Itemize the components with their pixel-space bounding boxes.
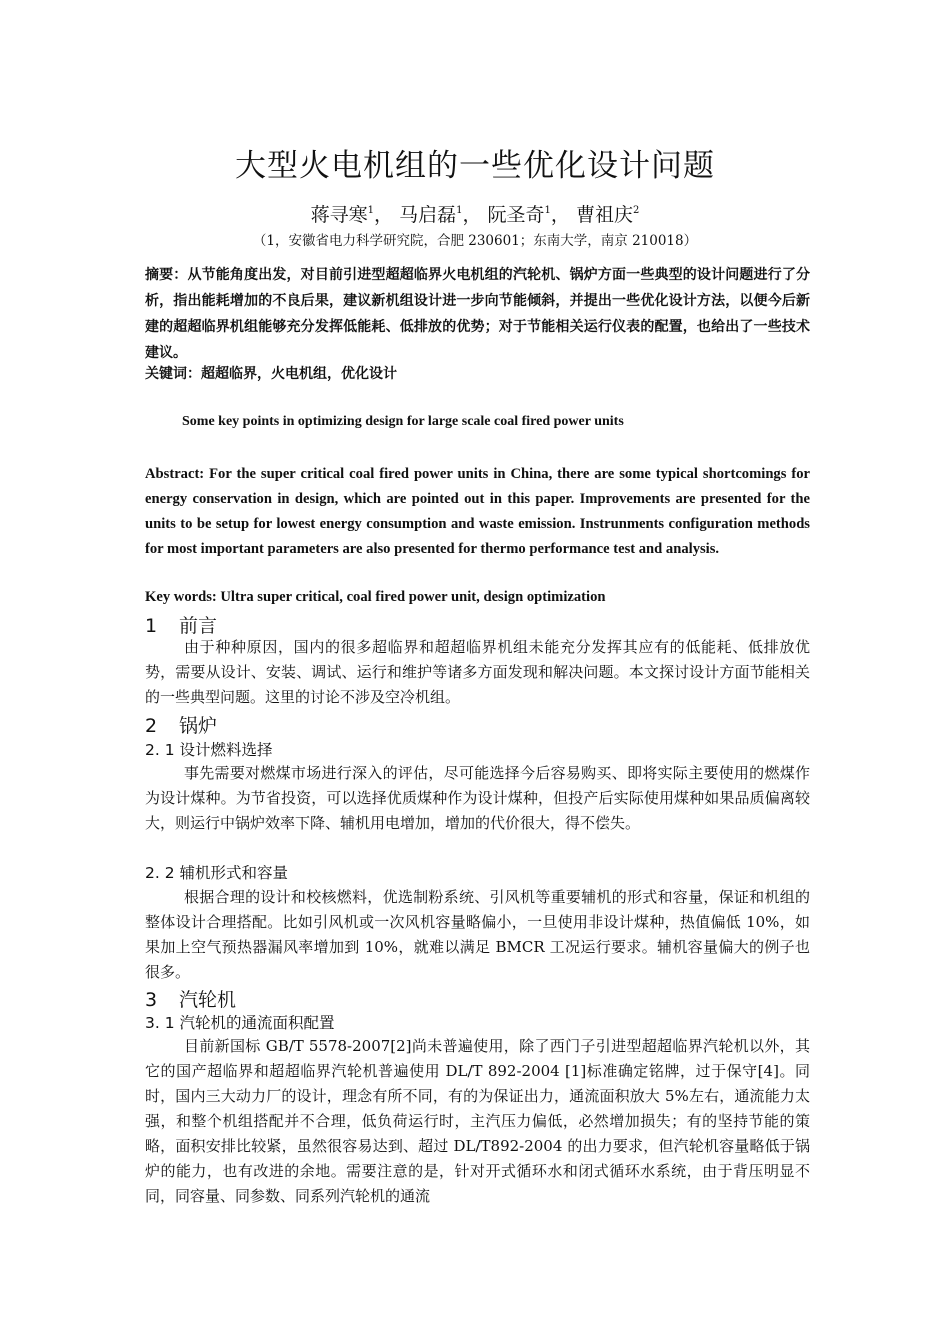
affiliation-mark: 2 — [633, 205, 640, 216]
english-title: Some key points in optimizing design for large scale coal fired power units — [182, 414, 624, 429]
section-title: 锅炉 — [179, 715, 218, 737]
subsection-heading-3-1: 3. 1 汽轮机的通流面积配置 — [145, 1014, 335, 1032]
affiliation-mark: 1 — [367, 205, 375, 216]
section-heading-1 — [145, 611, 217, 638]
author-name: 阮圣奇 — [487, 204, 545, 226]
subsection-2-1-paragraph: 事先需要对燃煤市场进行深入的评估，尽可能选择今后容易购买、即将实际主要使用的燃煤作为设计煤种。为节省投资，可以选择优质煤种作为设计煤种，但投产后实际使用煤种如果品质偏离较大，则运行中锅炉效率下降、辅机用电增加，增加的代价很大，得不偿失。 — [145, 764, 810, 832]
chinese-keywords: 关键词：超超临界，火电机组，优化设计 — [145, 366, 397, 382]
section-title: 汽轮机 — [179, 989, 237, 1011]
subsection-3-1-paragraph: 目前新国标 GB/T 5578-2007[2]尚未普遍使用，除了西门子引进型超超临界汽轮机以外，其它的国产超临界和超超临界汽轮机普遍使用 DL/T 892-2004 [1]标准确定铭牌，过于保守[4]。同时，国内三大动力厂的设计，理念有所不同，有的为保证出力，通流面积放大 5%左右，通流能力太强，和整个机组搭配并不合理，低负荷运行时，主汽压力偏低，必然增加损失；有的坚持节能的策略，面积安排比较紧，虽然很容易达到、超过 DL/T892-2004 的出力要求，但汽轮机容量略低于锅炉的能力，也有改进的余地。需要注意的是，针对开式循环水和闭式循环水系统，由于背压明显不同，同容量、同参数、同系列汽轮机的通流 — [145, 1037, 810, 1205]
section-heading-3 — [145, 985, 236, 1012]
author-separator: ， — [550, 204, 570, 226]
english-keywords: Key words: Ultra super critical, coal fired power unit, design optimization — [145, 589, 606, 605]
section-heading-2 — [145, 711, 217, 738]
subsection-2-2-paragraph: 根据合理的设计和校核燃料，优选制粉系统、引风机等重要辅机的形式和容量，保证和机组的整体设计合理搭配。比如引风机或一次风机容量略偏小，一旦使用非设计煤种，热值偏低 10%，如果加上空气预热器漏风率增加到 10%，就难以满足 BMCR 工况运行要求。辅机容量偏大的例子也很多。 — [145, 888, 810, 981]
author-name: 曹祖庆 — [575, 204, 633, 226]
author-name: 马启磊 — [399, 204, 457, 226]
paper-title: 大型火电机组的一些优化设计问题 — [235, 148, 715, 184]
author-separator: ， — [374, 204, 394, 226]
section-1-paragraph: 由于种种原因，国内的很多超临界和超超临界机组未能充分发挥其应有的低能耗、低排放优势，需要从设计、安装、调试、运行和维护等诸多方面发现和解决问题。本文探讨设计方面节能相关的一些典型问题。这里的讨论不涉及空冷机组。 — [145, 638, 810, 706]
section-title: 前言 — [179, 615, 218, 637]
section-number: 1 — [145, 615, 158, 637]
author-name: 蒋寻寒 — [310, 204, 368, 226]
section-number: 3 — [145, 989, 158, 1011]
subsection-heading-2-1: 2. 1 设计燃料选择 — [145, 741, 273, 759]
english-abstract: Abstract: For the super critical coal fired power units in China, there are some typical shortcomings for energy conservation in design, which are pointed out in this paper. Improvements are presented for the units to be setup for lowest energy consumption and waste emission. Instrunments configuration methods for most important parameters are also presented for thermo performance test and analysis. — [145, 466, 810, 557]
section-number: 2 — [145, 715, 158, 737]
subsection-heading-2-2: 2. 2 辅机形式和容量 — [145, 864, 289, 882]
affiliation: （1，安徽省电力科学研究院，合肥 230601；东南大学，南京 210018） — [252, 233, 698, 249]
chinese-abstract: 摘要：从节能角度出发，对目前引进型超超临界火电机组的汽轮机、锅炉方面一些典型的设计问题进行了分析，指出能耗增加的不良后果，建议新机组设计进一步向节能倾斜，并提出一些优化设计方法，以便今后新建的超超临界机组能够充分发挥低能耗、低排放的优势；对于节能相关运行仪表的配置，也给出了一些技术建议。 — [145, 267, 810, 361]
affiliation-mark: 1 — [544, 205, 551, 216]
author-list — [0, 200, 950, 227]
author-separator: ， — [462, 204, 482, 226]
affiliation-mark: 1 — [456, 205, 463, 216]
